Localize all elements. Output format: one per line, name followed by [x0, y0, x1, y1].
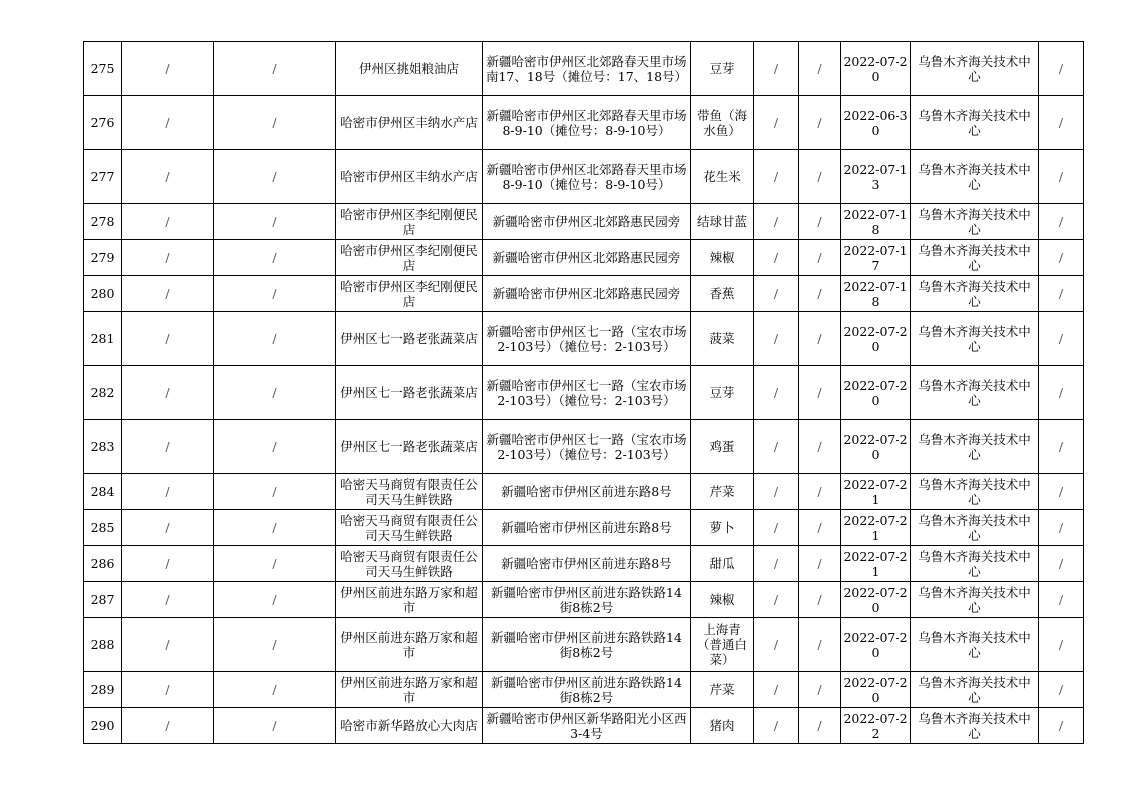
empty-cell: / — [1039, 150, 1084, 204]
date-cell: 2022-07-20 — [841, 312, 911, 366]
product-cell: 猪肉 — [691, 708, 754, 744]
date-cell: 2022-07-18 — [841, 276, 911, 312]
agency-cell: 乌鲁木齐海关技术中心 — [911, 546, 1039, 582]
product-cell: 甜瓜 — [691, 546, 754, 582]
date-cell: 2022-07-21 — [841, 510, 911, 546]
agency-cell: 乌鲁木齐海关技术中心 — [911, 420, 1039, 474]
date-cell: 2022-07-20 — [841, 672, 911, 708]
empty-cell: / — [1039, 618, 1084, 672]
merchant-name-cell: 哈密天马商贸有限责任公司天马生鲜铁路 — [336, 546, 483, 582]
agency-cell: 乌鲁木齐海关技术中心 — [911, 582, 1039, 618]
empty-cell: / — [122, 420, 214, 474]
empty-cell: / — [799, 312, 841, 366]
date-cell: 2022-07-17 — [841, 240, 911, 276]
empty-cell: / — [1039, 582, 1084, 618]
address-cell: 新疆哈密市伊州区前进东路铁路14街8栋2号 — [483, 672, 691, 708]
empty-cell: / — [1039, 312, 1084, 366]
empty-cell: / — [122, 582, 214, 618]
product-cell: 鸡蛋 — [691, 420, 754, 474]
date-cell: 2022-07-20 — [841, 420, 911, 474]
empty-cell: / — [1039, 366, 1084, 420]
merchant-name-cell: 伊州区七一路老张蔬菜店 — [336, 366, 483, 420]
merchant-name-cell: 哈密天马商贸有限责任公司天马生鲜铁路 — [336, 510, 483, 546]
row-number-cell: 280 — [84, 276, 122, 312]
empty-cell: / — [214, 582, 336, 618]
agency-cell: 乌鲁木齐海关技术中心 — [911, 96, 1039, 150]
empty-cell: / — [214, 312, 336, 366]
empty-cell: / — [1039, 546, 1084, 582]
empty-cell: / — [799, 708, 841, 744]
empty-cell: / — [122, 276, 214, 312]
product-cell: 菠菜 — [691, 312, 754, 366]
empty-cell: / — [799, 546, 841, 582]
empty-cell: / — [122, 204, 214, 240]
empty-cell: / — [799, 150, 841, 204]
address-cell: 新疆哈密市伊州区前进东路8号 — [483, 510, 691, 546]
date-cell: 2022-06-30 — [841, 96, 911, 150]
address-cell: 新疆哈密市伊州区七一路（宝农市场2-103号）（摊位号：2-103号） — [483, 312, 691, 366]
empty-cell: / — [122, 42, 214, 96]
empty-cell: / — [799, 618, 841, 672]
product-cell: 芹菜 — [691, 672, 754, 708]
product-cell: 结球甘蓝 — [691, 204, 754, 240]
empty-cell: / — [799, 420, 841, 474]
table-row — [84, 366, 1084, 420]
empty-cell: / — [1039, 96, 1084, 150]
merchant-name-cell: 伊州区七一路老张蔬菜店 — [336, 420, 483, 474]
empty-cell: / — [1039, 672, 1084, 708]
product-cell: 花生米 — [691, 150, 754, 204]
address-cell: 新疆哈密市伊州区北郊路惠民园旁 — [483, 204, 691, 240]
address-cell: 新疆哈密市伊州区北郊路惠民园旁 — [483, 240, 691, 276]
address-cell: 新疆哈密市伊州区新华路阳光小区西3-4号 — [483, 708, 691, 744]
date-cell: 2022-07-20 — [841, 366, 911, 420]
empty-cell: / — [754, 618, 799, 672]
product-cell: 香蕉 — [691, 276, 754, 312]
empty-cell: / — [122, 474, 214, 510]
table-row — [84, 420, 1084, 474]
empty-cell: / — [799, 204, 841, 240]
table-row — [84, 708, 1084, 744]
address-cell: 新疆哈密市伊州区七一路（宝农市场2-103号）（摊位号：2-103号） — [483, 420, 691, 474]
table-row — [84, 582, 1084, 618]
merchant-name-cell: 伊州区前进东路万家和超市 — [336, 618, 483, 672]
table-row — [84, 276, 1084, 312]
empty-cell: / — [799, 510, 841, 546]
empty-cell: / — [799, 96, 841, 150]
empty-cell: / — [754, 582, 799, 618]
product-cell: 萝卜 — [691, 510, 754, 546]
empty-cell: / — [214, 204, 336, 240]
row-number-cell: 287 — [84, 582, 122, 618]
empty-cell: / — [214, 150, 336, 204]
empty-cell: / — [214, 546, 336, 582]
merchant-name-cell: 哈密市伊州区丰纳水产店 — [336, 150, 483, 204]
address-cell: 新疆哈密市伊州区北郊路惠民园旁 — [483, 276, 691, 312]
empty-cell: / — [122, 312, 214, 366]
empty-cell: / — [754, 420, 799, 474]
merchant-name-cell: 哈密市伊州区李纪刚便民店 — [336, 204, 483, 240]
row-number-cell: 277 — [84, 150, 122, 204]
date-cell: 2022-07-20 — [841, 582, 911, 618]
address-cell: 新疆哈密市伊州区北郊路春天里市场南17、18号（摊位号：17、18号） — [483, 42, 691, 96]
empty-cell: / — [1039, 276, 1084, 312]
empty-cell: / — [754, 276, 799, 312]
empty-cell: / — [754, 96, 799, 150]
address-cell: 新疆哈密市伊州区七一路（宝农市场2-103号）（摊位号：2-103号） — [483, 366, 691, 420]
empty-cell: / — [799, 42, 841, 96]
empty-cell: / — [754, 672, 799, 708]
empty-cell: / — [214, 420, 336, 474]
agency-cell: 乌鲁木齐海关技术中心 — [911, 276, 1039, 312]
table-body — [84, 42, 1084, 744]
product-cell: 豆芽 — [691, 42, 754, 96]
empty-cell: / — [1039, 42, 1084, 96]
row-number-cell: 289 — [84, 672, 122, 708]
date-cell: 2022-07-13 — [841, 150, 911, 204]
empty-cell: / — [1039, 204, 1084, 240]
empty-cell: / — [214, 240, 336, 276]
agency-cell: 乌鲁木齐海关技术中心 — [911, 510, 1039, 546]
empty-cell: / — [754, 240, 799, 276]
empty-cell: / — [754, 42, 799, 96]
row-number-cell: 285 — [84, 510, 122, 546]
agency-cell: 乌鲁木齐海关技术中心 — [911, 42, 1039, 96]
address-cell: 新疆哈密市伊州区前进东路8号 — [483, 474, 691, 510]
address-cell: 新疆哈密市伊州区前进东路8号 — [483, 546, 691, 582]
row-number-cell: 286 — [84, 546, 122, 582]
row-number-cell: 282 — [84, 366, 122, 420]
agency-cell: 乌鲁木齐海关技术中心 — [911, 474, 1039, 510]
empty-cell: / — [122, 150, 214, 204]
empty-cell: / — [122, 672, 214, 708]
agency-cell: 乌鲁木齐海关技术中心 — [911, 150, 1039, 204]
table-row — [84, 150, 1084, 204]
agency-cell: 乌鲁木齐海关技术中心 — [911, 366, 1039, 420]
product-cell: 芹菜 — [691, 474, 754, 510]
table-row — [84, 672, 1084, 708]
table-row — [84, 42, 1084, 96]
empty-cell: / — [1039, 708, 1084, 744]
empty-cell: / — [799, 474, 841, 510]
row-number-cell: 279 — [84, 240, 122, 276]
agency-cell: 乌鲁木齐海关技术中心 — [911, 312, 1039, 366]
address-cell: 新疆哈密市伊州区北郊路春天里市场8-9-10（摊位号：8-9-10号） — [483, 150, 691, 204]
empty-cell: / — [214, 96, 336, 150]
empty-cell: / — [754, 204, 799, 240]
row-number-cell: 283 — [84, 420, 122, 474]
empty-cell: / — [799, 582, 841, 618]
address-cell: 新疆哈密市伊州区北郊路春天里市场8-9-10（摊位号：8-9-10号） — [483, 96, 691, 150]
agency-cell: 乌鲁木齐海关技术中心 — [911, 672, 1039, 708]
empty-cell: / — [214, 618, 336, 672]
date-cell: 2022-07-22 — [841, 708, 911, 744]
merchant-name-cell: 哈密市伊州区李纪刚便民店 — [336, 276, 483, 312]
merchant-name-cell: 哈密市新华路放心大肉店 — [336, 708, 483, 744]
table-row — [84, 240, 1084, 276]
empty-cell: / — [122, 618, 214, 672]
empty-cell: / — [1039, 420, 1084, 474]
product-cell: 豆芽 — [691, 366, 754, 420]
merchant-name-cell: 伊州区前进东路万家和超市 — [336, 582, 483, 618]
empty-cell: / — [214, 276, 336, 312]
table-row — [84, 312, 1084, 366]
empty-cell: / — [122, 366, 214, 420]
row-number-cell: 284 — [84, 474, 122, 510]
empty-cell: / — [1039, 510, 1084, 546]
empty-cell: / — [122, 546, 214, 582]
empty-cell: / — [122, 240, 214, 276]
merchant-name-cell: 哈密天马商贸有限责任公司天马生鲜铁路 — [336, 474, 483, 510]
empty-cell: / — [754, 366, 799, 420]
agency-cell: 乌鲁木齐海关技术中心 — [911, 708, 1039, 744]
table-row — [84, 474, 1084, 510]
empty-cell: / — [754, 708, 799, 744]
date-cell: 2022-07-21 — [841, 474, 911, 510]
merchant-name-cell: 伊州区前进东路万家和超市 — [336, 672, 483, 708]
date-cell: 2022-07-20 — [841, 618, 911, 672]
table-row — [84, 618, 1084, 672]
empty-cell: / — [799, 366, 841, 420]
row-number-cell: 288 — [84, 618, 122, 672]
merchant-name-cell: 伊州区挑姐粮油店 — [336, 42, 483, 96]
merchant-name-cell: 伊州区七一路老张蔬菜店 — [336, 312, 483, 366]
address-cell: 新疆哈密市伊州区前进东路铁路14街8栋2号 — [483, 618, 691, 672]
empty-cell: / — [799, 276, 841, 312]
table-row — [84, 510, 1084, 546]
table-row — [84, 546, 1084, 582]
address-cell: 新疆哈密市伊州区前进东路铁路14街8栋2号 — [483, 582, 691, 618]
empty-cell: / — [754, 150, 799, 204]
merchant-name-cell: 哈密市伊州区李纪刚便民店 — [336, 240, 483, 276]
empty-cell: / — [1039, 474, 1084, 510]
empty-cell: / — [122, 96, 214, 150]
agency-cell: 乌鲁木齐海关技术中心 — [911, 240, 1039, 276]
empty-cell: / — [754, 312, 799, 366]
empty-cell: / — [754, 510, 799, 546]
empty-cell: / — [1039, 240, 1084, 276]
row-number-cell: 275 — [84, 42, 122, 96]
inspection-table — [83, 41, 1084, 744]
empty-cell: / — [754, 546, 799, 582]
table-row — [84, 204, 1084, 240]
agency-cell: 乌鲁木齐海关技术中心 — [911, 204, 1039, 240]
merchant-name-cell: 哈密市伊州区丰纳水产店 — [336, 96, 483, 150]
row-number-cell: 290 — [84, 708, 122, 744]
date-cell: 2022-07-20 — [841, 42, 911, 96]
empty-cell: / — [799, 240, 841, 276]
table-row — [84, 96, 1084, 150]
row-number-cell: 276 — [84, 96, 122, 150]
empty-cell: / — [214, 366, 336, 420]
empty-cell: / — [214, 510, 336, 546]
row-number-cell: 281 — [84, 312, 122, 366]
empty-cell: / — [754, 474, 799, 510]
agency-cell: 乌鲁木齐海关技术中心 — [911, 618, 1039, 672]
empty-cell: / — [214, 42, 336, 96]
date-cell: 2022-07-21 — [841, 546, 911, 582]
product-cell: 辣椒 — [691, 582, 754, 618]
empty-cell: / — [122, 708, 214, 744]
empty-cell: / — [799, 672, 841, 708]
product-cell: 上海青（普通白菜） — [691, 618, 754, 672]
empty-cell: / — [214, 474, 336, 510]
date-cell: 2022-07-18 — [841, 204, 911, 240]
product-cell: 带鱼（海水鱼） — [691, 96, 754, 150]
empty-cell: / — [122, 510, 214, 546]
empty-cell: / — [214, 672, 336, 708]
empty-cell: / — [214, 708, 336, 744]
product-cell: 辣椒 — [691, 240, 754, 276]
row-number-cell: 278 — [84, 204, 122, 240]
